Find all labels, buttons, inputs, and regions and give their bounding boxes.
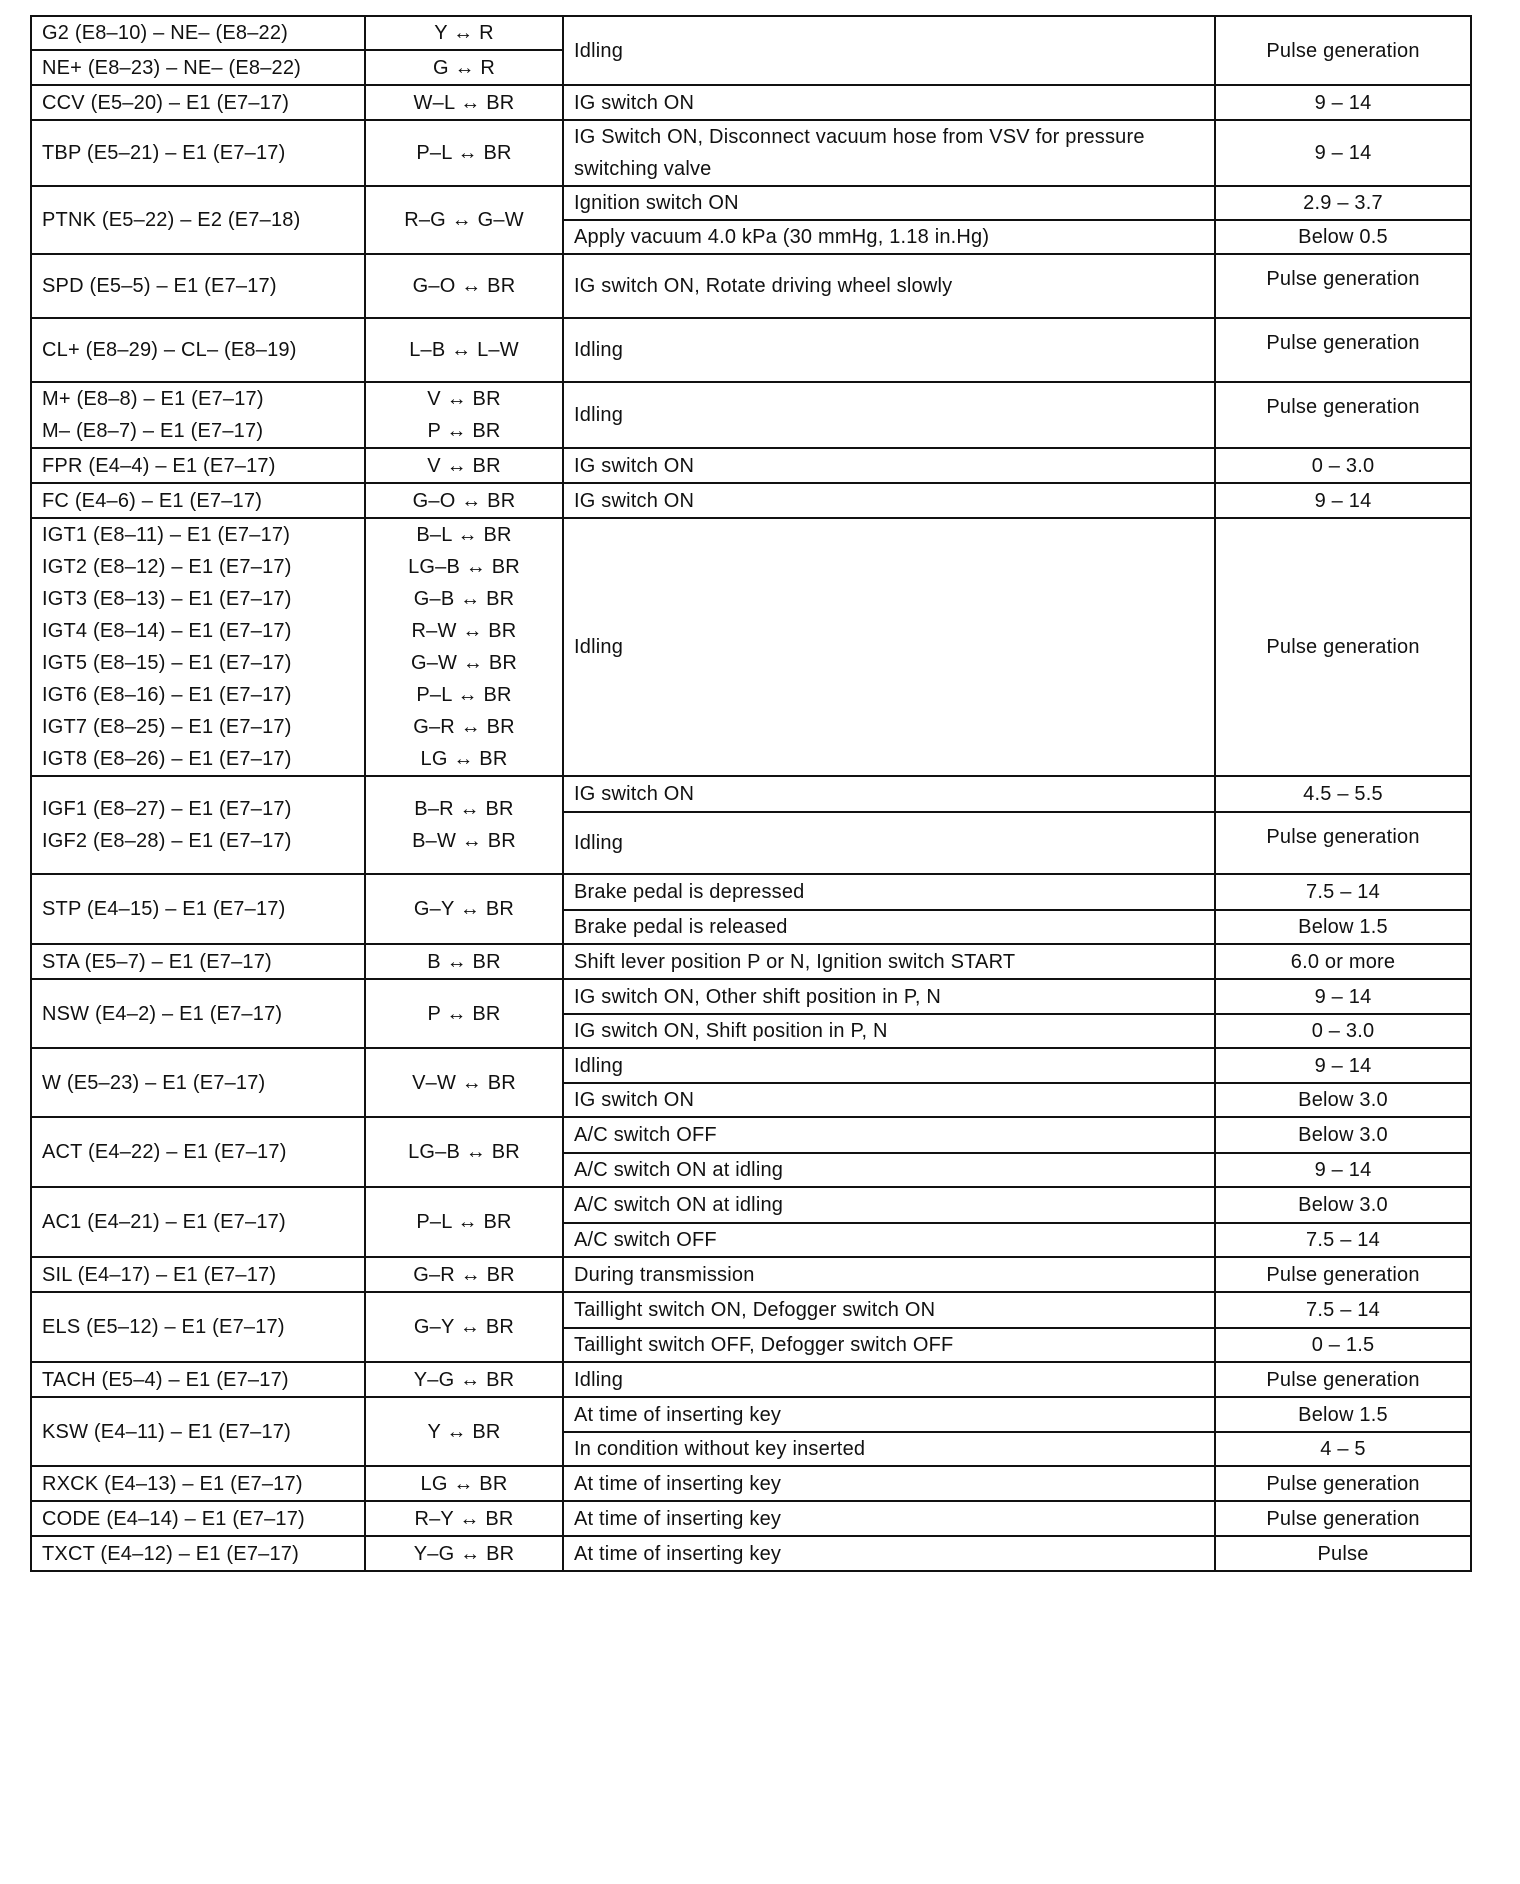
table-row (31, 1397, 1471, 1432)
wiring-color-cell (365, 254, 563, 318)
wiring-color-label: LG ↔ BR (420, 1472, 508, 1495)
condition-cell (563, 1048, 1215, 1083)
terminal-label: M+ (E8–8) – E1 (E7–17) (42, 388, 264, 410)
wiring-color-label: V ↔ BR (427, 454, 501, 477)
condition-text: Brake pedal is released (574, 916, 788, 938)
spec-value: 7.5 – 14 (1306, 1299, 1380, 1321)
terminal-cell (31, 382, 365, 448)
table-row (31, 1362, 1471, 1397)
condition-text: IG Switch ON, Disconnect vacuum hose from VSV for pressure switching valve (574, 126, 1145, 180)
wiring-color-cell (365, 382, 563, 448)
wiring-color-label: L–B ↔ L–W (409, 339, 519, 361)
spec-value: Pulse generation (1266, 268, 1420, 290)
spec-value: Below 3.0 (1298, 1124, 1388, 1146)
terminal-cell (31, 1292, 365, 1362)
wiring-color-cell (365, 483, 563, 518)
wiring-color-label: G–R ↔ BR (413, 716, 515, 738)
table-row (31, 776, 1471, 812)
terminal-cell (31, 776, 365, 874)
wiring-color-cell (365, 1362, 563, 1397)
terminal-cell (31, 483, 365, 518)
wiring-color-label: B–R ↔ BR (414, 798, 514, 820)
condition-text: A/C switch ON at idling (574, 1159, 784, 1181)
spec-value-cell (1215, 776, 1471, 812)
spec-value: Below 0.5 (1298, 226, 1388, 248)
spec-value: Pulse generation (1266, 332, 1420, 354)
spec-value-cell (1215, 16, 1471, 85)
terminal-label: CL+ (E8–29) – CL– (E8–19) (42, 339, 297, 361)
wiring-color-label: G–Y ↔ BR (413, 898, 515, 920)
terminal-cell (31, 1466, 365, 1501)
spec-value: Pulse generation (1266, 1507, 1420, 1530)
table-row (31, 944, 1471, 979)
spec-value: 0 – 3.0 (1311, 1020, 1375, 1042)
condition-text: Idling (574, 1368, 624, 1391)
spec-value: Pulse generation (1266, 636, 1420, 658)
wiring-color-label: V ↔ BR (427, 388, 501, 410)
condition-cell (563, 382, 1215, 448)
table-row (31, 1292, 1471, 1328)
table-row (31, 483, 1471, 518)
wiring-color-cell (365, 1466, 563, 1501)
wiring-color-cell (365, 1257, 563, 1292)
wiring-color-cell (365, 979, 563, 1048)
terminal-label: STP (E4–15) – E1 (E7–17) (42, 898, 286, 920)
terminal-cell (31, 1117, 365, 1187)
terminal-label: TACH (E5–4) – E1 (E7–17) (42, 1368, 289, 1391)
spec-value: 2.9 – 3.7 (1303, 192, 1383, 214)
spec-value-cell (1215, 910, 1471, 944)
condition-text: Brake pedal is depressed (574, 881, 805, 903)
terminal-label: RXCK (E4–13) – E1 (E7–17) (42, 1472, 303, 1495)
spec-value-cell (1215, 483, 1471, 518)
condition-text: IG switch ON (574, 454, 695, 477)
condition-text: During transmission (574, 1263, 755, 1286)
terminal-cell (31, 1501, 365, 1536)
table-body (31, 16, 1471, 1571)
condition-text: At time of inserting key (574, 1403, 782, 1426)
spec-value: 6.0 or more (1290, 950, 1396, 973)
wiring-color-cell (365, 776, 563, 874)
terminal-cell (31, 1536, 365, 1571)
terminal-label: NSW (E4–2) – E1 (E7–17) (42, 1002, 283, 1025)
wiring-color-label: W–L ↔ BR (413, 91, 515, 114)
terminal-cell (31, 944, 365, 979)
wiring-color-label: B–W ↔ BR (412, 830, 516, 852)
wiring-color-label: Y–G ↔ BR (413, 1368, 515, 1391)
spec-value: 9 – 14 (1314, 489, 1372, 512)
terminal-label: W (E5–23) – E1 (E7–17) (42, 1071, 266, 1094)
condition-cell (563, 1501, 1215, 1536)
spec-value-cell (1215, 979, 1471, 1014)
condition-text: Idling (574, 1054, 624, 1077)
condition-cell (563, 812, 1215, 874)
condition-cell (563, 874, 1215, 910)
wiring-color-cell (365, 1292, 563, 1362)
wiring-color-label: LG–B ↔ BR (408, 1141, 520, 1163)
condition-cell (563, 1153, 1215, 1187)
spec-value-cell (1215, 186, 1471, 220)
spec-value-cell (1215, 812, 1471, 874)
wiring-color-label: R–G ↔ G–W (404, 209, 524, 231)
wiring-color-label: P–L ↔ BR (416, 1211, 512, 1233)
wiring-color-label: G ↔ R (432, 56, 496, 79)
spec-value-cell (1215, 1187, 1471, 1223)
table-row (31, 1117, 1471, 1153)
wiring-color-label: G–B ↔ BR (413, 588, 515, 610)
wiring-color-label: B–L ↔ BR (416, 524, 512, 546)
spec-value-cell (1215, 220, 1471, 254)
spec-value: Below 1.5 (1298, 916, 1388, 938)
terminal-cell (31, 1048, 365, 1117)
spec-value-cell (1215, 1083, 1471, 1117)
spec-value-cell (1215, 1501, 1471, 1536)
spec-value: 9 – 14 (1314, 1159, 1372, 1181)
terminal-cell (31, 85, 365, 120)
wiring-color-label: Y ↔ BR (427, 1420, 501, 1443)
terminal-label: M– (E8–7) – E1 (E7–17) (42, 420, 264, 442)
spec-value: Pulse generation (1266, 1368, 1420, 1391)
condition-cell (563, 448, 1215, 483)
terminal-label: FPR (E4–4) – E1 (E7–17) (42, 454, 276, 477)
terminal-label: FC (E4–6) – E1 (E7–17) (42, 489, 263, 512)
condition-text: IG switch ON, Rotate driving wheel slowly (574, 275, 953, 297)
spec-value-cell (1215, 448, 1471, 483)
condition-cell (563, 910, 1215, 944)
wiring-color-cell (365, 120, 563, 186)
terminal-label: IGT1 (E8–11) – E1 (E7–17) (42, 524, 291, 546)
condition-cell (563, 1292, 1215, 1328)
terminal-label: NE+ (E8–23) – NE– (E8–22) (42, 56, 302, 79)
condition-cell (563, 944, 1215, 979)
table-row (31, 448, 1471, 483)
spec-value: 7.5 – 14 (1306, 1229, 1380, 1251)
wiring-color-label: P–L ↔ BR (416, 142, 512, 164)
spec-value: Pulse generation (1266, 1472, 1420, 1495)
terminal-cell (31, 1397, 365, 1466)
condition-cell (563, 1014, 1215, 1048)
table-row (31, 85, 1471, 120)
spec-value-cell (1215, 1153, 1471, 1187)
terminal-label: IGF1 (E8–27) – E1 (E7–17) (42, 798, 292, 820)
table-row (31, 254, 1471, 318)
wiring-color-cell (365, 1397, 563, 1466)
condition-text: Idling (574, 832, 624, 854)
spec-value: 4 – 5 (1320, 1438, 1366, 1460)
terminal-cell (31, 1362, 365, 1397)
terminal-label: IGT3 (E8–13) – E1 (E7–17) (42, 588, 292, 610)
table-row (31, 1501, 1471, 1536)
terminal-label: IGT2 (E8–12) – E1 (E7–17) (42, 556, 292, 578)
condition-cell (563, 483, 1215, 518)
terminal-label: SPD (E5–5) – E1 (E7–17) (42, 275, 277, 297)
condition-cell (563, 1187, 1215, 1223)
terminal-cell (31, 254, 365, 318)
wiring-color-cell (365, 1187, 563, 1257)
condition-text: At time of inserting key (574, 1542, 782, 1565)
wiring-color-cell (365, 1536, 563, 1571)
spec-value-cell (1215, 1257, 1471, 1292)
condition-cell (563, 1257, 1215, 1292)
spec-value: Pulse (1317, 1542, 1369, 1565)
condition-text: Idling (574, 636, 624, 658)
table-row (31, 1536, 1471, 1571)
wiring-color-cell (365, 85, 563, 120)
condition-cell (563, 1117, 1215, 1153)
spec-value: 9 – 14 (1314, 985, 1372, 1008)
condition-text: IG switch ON (574, 783, 695, 805)
terminal-label: CODE (E4–14) – E1 (E7–17) (42, 1507, 305, 1530)
terminal-cell (31, 1187, 365, 1257)
condition-cell (563, 1223, 1215, 1257)
spec-value-cell (1215, 1014, 1471, 1048)
ecm-terminal-table-sheet (30, 15, 1472, 1572)
terminal-cell (31, 16, 365, 50)
spec-value-cell (1215, 1328, 1471, 1362)
condition-text: Idling (574, 339, 624, 361)
condition-cell (563, 318, 1215, 382)
spec-value-cell (1215, 1223, 1471, 1257)
wiring-color-cell (365, 448, 563, 483)
spec-value-cell (1215, 944, 1471, 979)
terminal-label: ACT (E4–22) – E1 (E7–17) (42, 1141, 287, 1163)
terminal-label: IGT4 (E8–14) – E1 (E7–17) (42, 620, 292, 642)
spec-value-cell (1215, 318, 1471, 382)
wiring-color-label: R–W ↔ BR (411, 620, 517, 642)
condition-text: IG switch ON (574, 91, 695, 114)
spec-value-cell (1215, 254, 1471, 318)
terminal-cell (31, 120, 365, 186)
terminal-label: TXCT (E4–12) – E1 (E7–17) (42, 1542, 299, 1565)
wiring-color-cell (365, 318, 563, 382)
spec-value-cell (1215, 1048, 1471, 1083)
terminal-label: PTNK (E5–22) – E2 (E7–18) (42, 209, 301, 231)
condition-text: Shift lever position P or N, Ignition switch START (574, 950, 1016, 973)
terminal-label: IGT5 (E8–15) – E1 (E7–17) (42, 652, 292, 674)
terminal-label: SIL (E4–17) – E1 (E7–17) (42, 1263, 277, 1286)
spec-value-cell (1215, 1117, 1471, 1153)
terminal-label: IGT7 (E8–25) – E1 (E7–17) (42, 716, 292, 738)
condition-cell (563, 1432, 1215, 1466)
wiring-color-label: Y–G ↔ BR (413, 1542, 515, 1565)
spec-value-cell (1215, 1397, 1471, 1432)
wiring-color-label: G–O ↔ BR (412, 275, 516, 297)
condition-cell (563, 220, 1215, 254)
wiring-color-cell (365, 16, 563, 50)
condition-text: IG switch ON, Shift position in P, N (574, 1020, 888, 1042)
spec-value: Below 3.0 (1298, 1089, 1388, 1111)
condition-text: IG switch ON (574, 1089, 695, 1111)
terminal-label: AC1 (E4–21) – E1 (E7–17) (42, 1211, 286, 1233)
wiring-color-cell (365, 518, 563, 776)
wiring-color-cell (365, 1117, 563, 1187)
spec-value: 7.5 – 14 (1306, 881, 1380, 903)
terminal-cell (31, 318, 365, 382)
terminal-label: STA (E5–7) – E1 (E7–17) (42, 950, 272, 973)
spec-value-cell (1215, 1432, 1471, 1466)
condition-cell (563, 979, 1215, 1014)
condition-text: At time of inserting key (574, 1507, 782, 1530)
spec-value: Pulse generation (1266, 39, 1420, 62)
terminal-label: IGF2 (E8–28) – E1 (E7–17) (42, 830, 292, 852)
wiring-color-label: Y ↔ R (434, 22, 494, 44)
spec-value-cell (1215, 1536, 1471, 1571)
wiring-color-label: LG ↔ BR (420, 748, 508, 770)
wiring-color-label: G–O ↔ BR (412, 489, 516, 512)
terminal-label: IGT8 (E8–26) – E1 (E7–17) (42, 748, 292, 770)
condition-text: In condition without key inserted (574, 1438, 866, 1460)
condition-text: A/C switch ON at idling (574, 1194, 784, 1216)
condition-text: IG switch ON (574, 489, 695, 512)
wiring-color-cell (365, 944, 563, 979)
condition-cell (563, 85, 1215, 120)
condition-text: At time of inserting key (574, 1472, 782, 1495)
condition-cell (563, 1328, 1215, 1362)
wiring-color-label: B ↔ BR (427, 950, 501, 973)
terminal-label: ELS (E5–12) – E1 (E7–17) (42, 1316, 285, 1338)
terminal-label: TBP (E5–21) – E1 (E7–17) (42, 142, 286, 164)
ecm-terminal-voltage-table (30, 15, 1472, 1572)
spec-value: 9 – 14 (1314, 1054, 1372, 1077)
table-row (31, 382, 1471, 448)
condition-cell (563, 1466, 1215, 1501)
wiring-color-cell (365, 1501, 563, 1536)
spec-value: 9 – 14 (1314, 91, 1372, 114)
condition-cell (563, 1083, 1215, 1117)
condition-text: Idling (574, 39, 624, 62)
spec-value: Below 1.5 (1298, 1403, 1388, 1426)
condition-text: Ignition switch ON (574, 192, 739, 214)
spec-value: 4.5 – 5.5 (1303, 783, 1383, 805)
table-row (31, 120, 1471, 186)
spec-value: Below 3.0 (1298, 1194, 1388, 1216)
wiring-color-label: G–W ↔ BR (410, 652, 518, 674)
spec-value-cell (1215, 874, 1471, 910)
table-row (31, 1048, 1471, 1083)
table-row (31, 1257, 1471, 1292)
wiring-color-cell (365, 874, 563, 944)
table-row (31, 186, 1471, 220)
condition-cell (563, 1536, 1215, 1571)
spec-value: 0 – 3.0 (1311, 454, 1375, 477)
condition-text: Apply vacuum 4.0 kPa (30 mmHg, 1.18 in.Hg) (574, 226, 990, 248)
condition-text: A/C switch OFF (574, 1124, 717, 1146)
wiring-color-label: V–W ↔ BR (412, 1071, 516, 1094)
spec-value-cell (1215, 120, 1471, 186)
table-row (31, 1466, 1471, 1501)
table-row (31, 518, 1471, 776)
spec-value: 0 – 1.5 (1311, 1334, 1375, 1356)
condition-text: Idling (574, 404, 624, 426)
terminal-cell (31, 448, 365, 483)
spec-value-cell (1215, 1466, 1471, 1501)
wiring-color-label: R–Y ↔ BR (414, 1507, 514, 1530)
table-row (31, 318, 1471, 382)
terminal-cell (31, 186, 365, 254)
table-row (31, 1187, 1471, 1223)
wiring-color-cell (365, 186, 563, 254)
spec-value-cell (1215, 85, 1471, 120)
condition-text: Taillight switch OFF, Defogger switch OFF (574, 1334, 954, 1356)
condition-cell (563, 120, 1215, 186)
wiring-color-label: LG–B ↔ BR (408, 556, 520, 578)
spec-value: Pulse generation (1266, 1263, 1420, 1286)
wiring-color-label: P–L ↔ BR (416, 684, 512, 706)
terminal-label: CCV (E5–20) – E1 (E7–17) (42, 91, 290, 114)
terminal-cell (31, 874, 365, 944)
spec-value: Pulse generation (1266, 826, 1420, 848)
wiring-color-label: P ↔ BR (427, 1002, 501, 1025)
condition-cell (563, 776, 1215, 812)
wiring-color-cell (365, 1048, 563, 1117)
spec-value: Pulse generation (1266, 396, 1420, 418)
terminal-cell (31, 518, 365, 776)
spec-value-cell (1215, 1292, 1471, 1328)
condition-cell (563, 1362, 1215, 1397)
wiring-color-label: G–Y ↔ BR (413, 1316, 515, 1338)
wiring-color-label: G–R ↔ BR (413, 1263, 515, 1286)
terminal-cell (31, 1257, 365, 1292)
terminal-cell (31, 979, 365, 1048)
table-row (31, 874, 1471, 910)
condition-text: A/C switch OFF (574, 1229, 717, 1251)
condition-text: IG switch ON, Other shift position in P, N (574, 985, 942, 1008)
spec-value-cell (1215, 1362, 1471, 1397)
condition-cell (563, 254, 1215, 318)
spec-value-cell (1215, 518, 1471, 776)
condition-cell (563, 1397, 1215, 1432)
terminal-label: IGT6 (E8–16) – E1 (E7–17) (42, 684, 292, 706)
terminal-label: G2 (E8–10) – NE– (E8–22) (42, 22, 289, 44)
spec-value-cell (1215, 382, 1471, 448)
wiring-color-label: P ↔ BR (427, 420, 501, 442)
terminal-cell (31, 50, 365, 85)
table-row (31, 16, 1471, 50)
table-row (31, 979, 1471, 1014)
condition-cell (563, 16, 1215, 85)
wiring-color-cell (365, 50, 563, 85)
terminal-label: KSW (E4–11) – E1 (E7–17) (42, 1420, 291, 1443)
spec-value: 9 – 14 (1314, 142, 1372, 164)
condition-cell (563, 186, 1215, 220)
condition-cell (563, 518, 1215, 776)
condition-text: Taillight switch ON, Defogger switch ON (574, 1299, 936, 1321)
